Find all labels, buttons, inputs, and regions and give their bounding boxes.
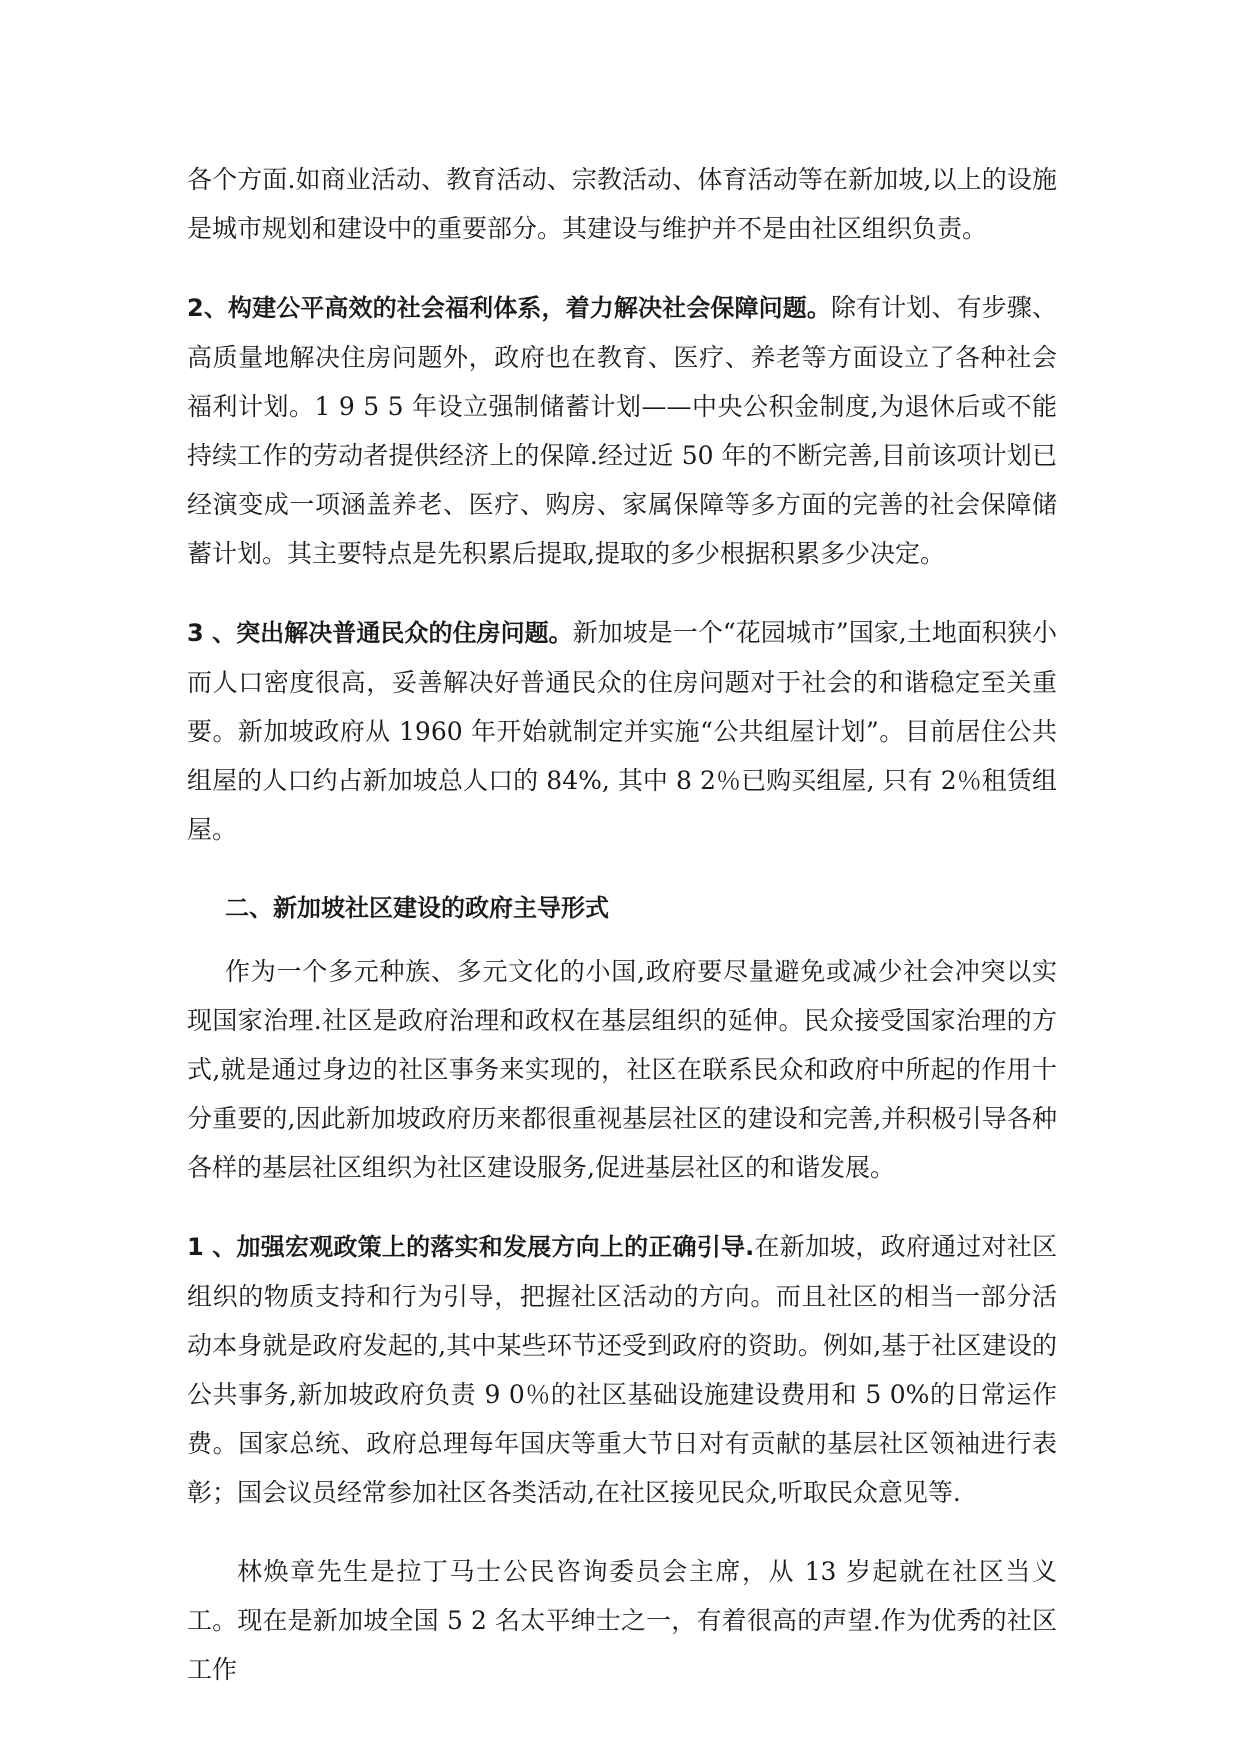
paragraph-body: 新加坡是一个“花园城市”国家,土地面积狭小而人口密度很高，妥善解决好普通民众的住房问题对于社会的和谐稳定至关重要。新加坡政府从 1960 年开始就制定并实施“公共组屋计划”。目前居住公共组屋的人口约占新加坡总人口的 84%, 其中 8 2％已购买组屋, 只有 2％租赁组屋。 <box>187 618 1057 844</box>
paragraph-facilities <box>187 155 1057 253</box>
paragraph-macro-policy <box>187 1222 1057 1517</box>
paragraph-government-role <box>187 947 1057 1192</box>
paragraph-lead: 3 、突出解决普通民众的住房问题。 <box>187 619 573 647</box>
paragraph-body: 除有计划、有步骤、高质量地解决住房问题外，政府也在教育、医疗、养老等方面设立了各种社会福利计划。1 9 5 5 年设立强制储蓄计划——中央公积金制度,为退休后或不能持续工作的劳动者提供经济上的保障.经过近 50 年的不断完善,目前该项计划已经演变成一项涵盖养老、医疗、购房、家属保障等多方面的完善的社会保障储蓄计划。其主要特点是先积累后提取,提取的多少根据积累多少决定。 <box>187 293 1057 568</box>
paragraph-body: 在新加坡，政府通过对社区组织的物质支持和行为引导，把握社区活动的方向。而且社区的相当一部分活动本身就是政府发起的,其中某些环节还受到政府的资助。例如,基于社区建设的公共事务,新加坡政府负责 9 0％的社区基础设施建设费用和 5 0%的日常运作费。国家总统、政府总理每年国庆等重大节日对有贡献的基层社区领袖进行表彰；国会议员经常参加社区各类活动,在社区接见民众,听取民众意见等. <box>187 1232 1057 1507</box>
document-page <box>187 155 1057 1694</box>
section-heading: 二、新加坡社区建设的政府主导形式 <box>225 894 609 922</box>
paragraph-body: 林焕章先生是拉丁马士公民咨询委员会主席，从 13 岁起就在社区当义工。现在是新加坡全国 5 2 名太平绅士之一，有着很高的声望.作为优秀的社区工作 <box>187 1557 1057 1684</box>
paragraph-body: 各个方面.如商业活动、教育活动、宗教活动、体育活动等在新加坡,以上的设施是城市规划和建设中的重要部分。其建设与维护并不是由社区组织负责。 <box>187 165 1057 243</box>
paragraph-social-welfare <box>187 283 1057 578</box>
paragraph-body: 作为一个多元种族、多元文化的小国,政府要尽量避免或减少社会冲突以实现国家治理.社区是政府治理和政权在基层组织的延伸。民众接受国家治理的方式,就是通过身边的社区事务来实现的，社区在联系民众和政府中所起的作用十分重要的,因此新加坡政府历来都很重视基层社区的建设和完善,并积极引导各种各样的基层社区组织为社区建设服务,促进基层社区的和谐发展。 <box>187 957 1057 1182</box>
paragraph-lead: 1 、加强宏观政策上的落实和发展方向上的正确引导. <box>187 1233 755 1261</box>
paragraph-lin-huanzhang <box>187 1547 1057 1694</box>
paragraph-lead: 2、构建公平高效的社会福利体系，着力解决社会保障问题。 <box>187 294 831 322</box>
paragraph-housing <box>187 608 1057 854</box>
